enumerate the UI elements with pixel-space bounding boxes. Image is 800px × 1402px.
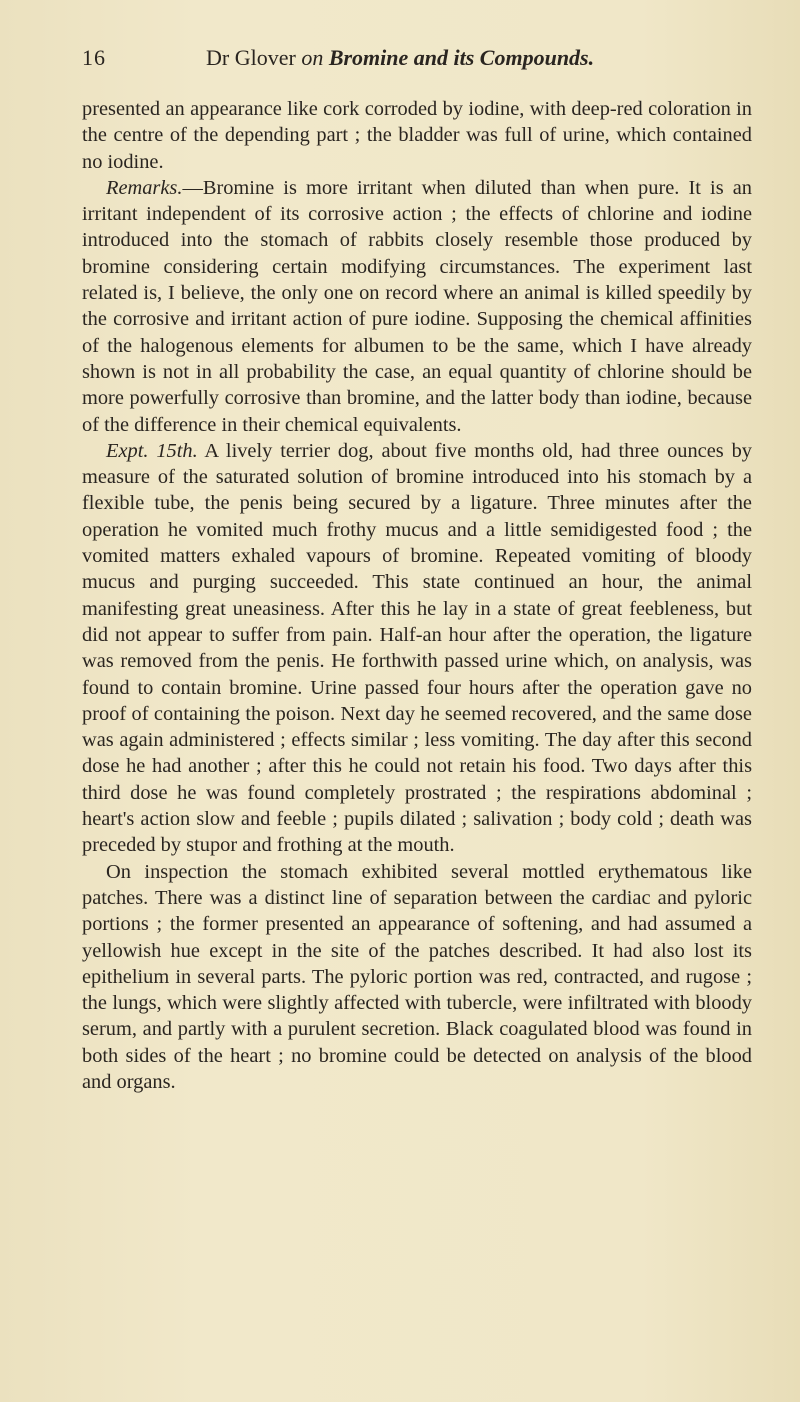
paragraph-inspection — [82, 859, 752, 1096]
header-book-title: Bromine and its Compounds. — [328, 45, 595, 70]
paragraph-experiment-15 — [82, 438, 752, 859]
header-author: Dr Glover — [206, 45, 296, 70]
paragraph-text: On inspection the stomach exhibited several mottled erythematous like patches. There was a distinct line of separation between the cardiac and pyloric portions ; the former presented an appearance of softening, and had assumed a yellowish hue except in the site of the patches described. It had also lost its epithelium in several parts. The pyloric portion was red, contracted, and rugose ; the lungs, which were slightly affected with tubercle, were infiltrated with bloody serum, and partly with a purulent secretion. Black coagulated blood was found in both sides of the heart ; no bromine could be detected on analysis of the blood and organs. — [82, 860, 752, 1093]
paragraph-text: —Bromine is more irritant when diluted than when pure. It is an irritant independent of its corrosive action ; the effects of chlorine and iodine introduced into the stomach of rabbits closely resemble those produced by bromine considering certain modifying circumstances. The experiment last related is, I believe, the only one on record where an animal is killed speedily by the corrosive and irritant action of pure iodine. Supposing the chemical affinities of the halogenous elements for albumen to be the same, which I have already shown is not in all probability the case, an equal quantity of chlorine should be more powerfully corrosive than bromine, and the latter body than iodine, because of the difference in their chemical equivalents. — [82, 176, 752, 436]
paragraph-text: A lively terrier dog, about five months old, had three ounces by measure of the saturated solution of bromine introduced into his stomach by a flexible tube, the penis being secured by a ligature. Three minutes after the operation he vomited much frothy mucus and a little semidigested food ; the vomited matters exhaled vapours of bromine. Repeated vomiting of bloody mucus and purging succeeded. This state continued an hour, the animal manifesting great uneasiness. After this he lay in a state of great feebleness, but did not appear to suffer from pain. Half-an hour after the operation, the ligature was removed from the penis. He forthwith passed urine which, on analysis, was found to contain bromine. Urine passed four hours after the operation gave no proof of containing the poison. Next day he seemed recovered, and the same dose was again administered ; effects similar ; less vomiting. The day after this second dose he had another ; after this he could not retain his food. Two days after this third dose he was found completely prostrated ; the respirations abdominal ; heart's action slow and feeble ; pupils dilated ; salivation ; body cold ; death was preceded by stupor and frothing at the mouth. — [82, 439, 752, 857]
paragraph-text: presented an appearance like cork corroded by iodine, with deep-red coloration in the centre of the depending part ; the bladder was full of urine, which contained no iodine. — [82, 98, 752, 173]
header-on: on — [301, 45, 324, 70]
paragraph-remarks — [82, 175, 752, 438]
paragraph-continuation — [82, 96, 752, 175]
running-head — [82, 44, 752, 80]
paragraph-lead: Expt. 15th. — [106, 439, 198, 462]
body-text — [82, 96, 752, 1095]
paragraph-lead: Remarks. — [106, 176, 183, 199]
page-number: 16 — [82, 45, 106, 70]
header-title — [206, 44, 594, 72]
